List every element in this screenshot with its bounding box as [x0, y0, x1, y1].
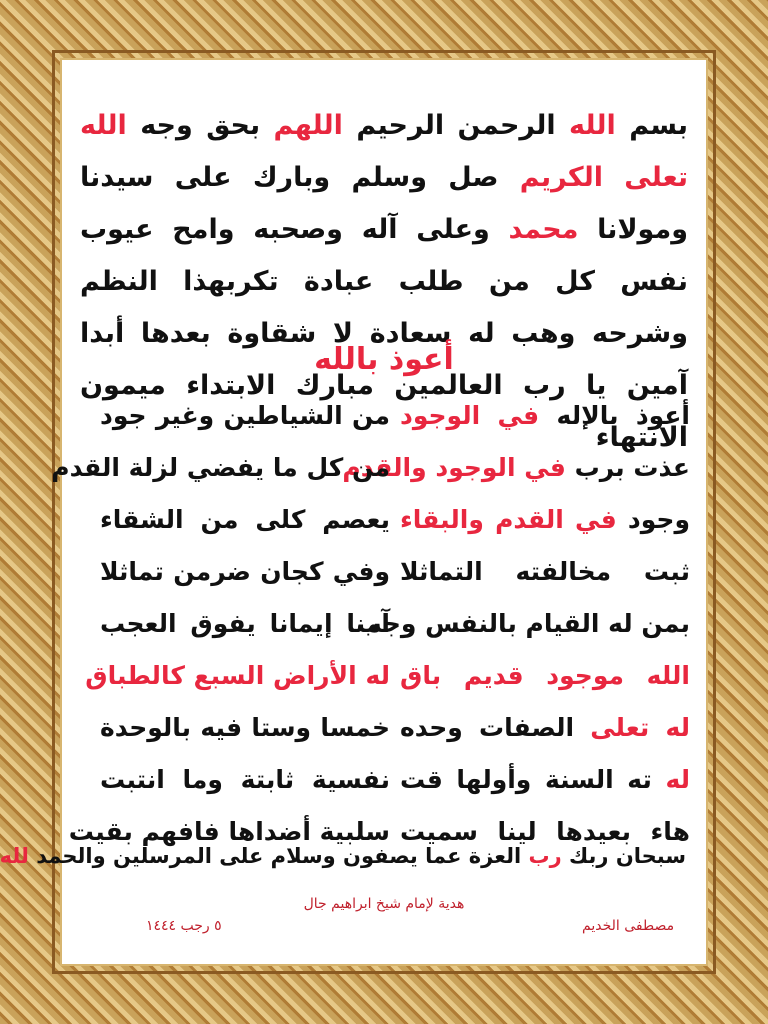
verse-line: ثبت مخالفته التماثلا: [400, 557, 690, 586]
intro-highlight: الله تعلى: [80, 110, 688, 193]
intro-text: بسم: [629, 110, 688, 141]
verse-line: الله موجود قديم باق: [400, 661, 690, 690]
date-note: ٥ رجب ١٤٤٤: [146, 918, 222, 934]
verse-line: سلبية أضداها فافهم بقيت: [68, 817, 390, 846]
verse-line: له الأراض السبع كالطباق: [85, 661, 390, 690]
intro-text: بحق وجه: [140, 110, 261, 141]
verse-line: أعوذ بالإله في الوجود: [400, 401, 690, 430]
verse-line: نفسية ثابتة وما انتبت: [100, 765, 390, 794]
intro-highlight: محمد: [508, 214, 579, 245]
verse-line: وجود في القدم والبقاء: [400, 505, 690, 534]
closing-highlight: لله: [0, 844, 29, 868]
closing-text: العزة عما يصفون وسلام على المرسلين والحمد: [36, 844, 522, 868]
verse-line: يعصم كلى من الشقاء: [100, 505, 390, 534]
signature: مصطفى الخديم: [582, 918, 675, 934]
poem-column-left: [51, 390, 390, 858]
verse-line: وفي كجان ضرمن تماثلا: [100, 557, 390, 586]
manuscript-page: [0, 60, 706, 964]
intro-highlight: الله: [569, 110, 616, 141]
closing-highlight: رب: [528, 844, 562, 868]
verse-line: بمن له القيام بالنفس وجب: [356, 609, 690, 638]
verse-line: آمنا إيمانا يفوق العجب: [100, 609, 390, 638]
verse-line: عذت برب في الوجود والقدم: [342, 453, 690, 482]
intro-text: الرحمن الرحيم: [356, 110, 556, 141]
verse-line: خمسا وستا فيه بالوحدة: [100, 713, 390, 742]
verse-line: له ته السنة وأولها قت: [400, 765, 690, 794]
verse-line: من كل ما يفضي لزلة القدم: [51, 453, 390, 482]
intro-highlight: اللهم: [273, 110, 343, 141]
intro-text: وعلى آله وصحبه وامح عيوب نفس كل من طلب عبادة تكربهذا النظم وشرحه وهب له سعادة لا شقاوة بعدها أبدا آمين يا رب العالمين مبارك الابتداء ميمون الانتهاء: [80, 214, 688, 453]
verse-line: له تعلى الصفات وحده: [400, 713, 690, 742]
intro-highlight: الكريم: [519, 162, 603, 193]
closing-text: سبحان ربك: [568, 844, 686, 868]
closing-line: [0, 844, 686, 868]
poem-column-right: [342, 390, 690, 858]
dedication-note: هدية لإمام شيخ ابراهيم جال: [303, 896, 465, 912]
verse-line: من الشياطين وغير جود: [100, 401, 390, 430]
verse-line: هاء بعيدها لينا سميت: [400, 817, 690, 846]
intro-text: صل وسلم وبارك على سيدنا ومولانا: [80, 162, 688, 245]
section-heading: أعوذ بالله: [314, 342, 454, 377]
